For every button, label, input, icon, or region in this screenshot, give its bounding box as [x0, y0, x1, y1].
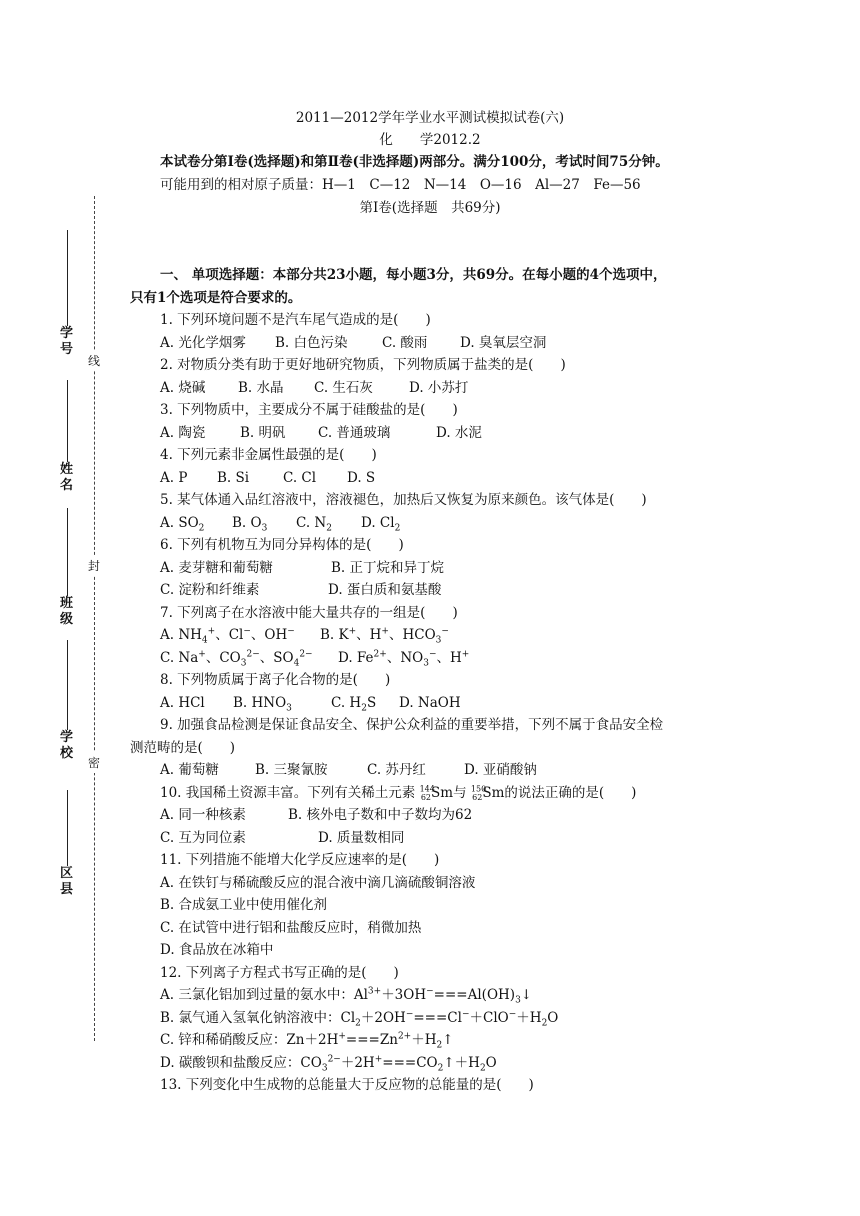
- question-12: 12. 下列离子方程式书写正确的是( ): [160, 964, 399, 981]
- q10-option-b[interactable]: B. 核外电子数和中子数均为62: [288, 807, 473, 823]
- question-6-options-cd: [160, 579, 740, 602]
- q1-option-a[interactable]: A. 光化学烟雾: [160, 334, 246, 351]
- q12-option-d[interactable]: D. 碳酸钡和盐酸反应：$CO_3^{2-}+2H^+===CO_2↑+H_2O$: [160, 1054, 497, 1074]
- question-10-options-ab: [160, 804, 740, 827]
- q7-option-c[interactable]: C. Na+、$CO_3^{2-}$、$SO_4^{2-}$: [160, 649, 313, 669]
- question-9-options: [160, 759, 740, 782]
- q10-option-c[interactable]: C. 互为同位素: [160, 829, 246, 846]
- school-field[interactable]: [60, 640, 74, 762]
- binding-dashed-line: [94, 196, 95, 1041]
- question-9-line-1: 9. 加强食品检测是保证食品安全、保护公众利益的重要举措，下列不属于食品安全检: [160, 717, 664, 733]
- question-2: 2. 对物质分类有助于更好地研究物质，下列物质属于盐类的是( ): [160, 357, 566, 373]
- q3-option-b[interactable]: B. 明矾: [240, 424, 286, 441]
- q8-option-b[interactable]: B. $HNO_3$: [233, 694, 292, 714]
- section-heading-2: 只有1个选项是符合要求的。: [130, 289, 302, 306]
- exam-subject: 化 学2012.2: [379, 132, 481, 148]
- question-8: 8. 下列物质属于离子化合物的是( ): [160, 672, 391, 688]
- question-7: 7. 下列离子在水溶液中能大量共存的一组是( ): [160, 604, 458, 621]
- section-heading-1: 一、 单项选择题：本部分共23小题，每小题3分，共69分。在每小题的4个选项中，: [160, 267, 667, 283]
- q7-option-b[interactable]: B. K+、H+、$HCO_3^-$: [320, 626, 449, 646]
- student-name-field[interactable]: [60, 380, 74, 494]
- q9-option-c[interactable]: C. 苏丹红: [367, 762, 426, 778]
- q2-option-c[interactable]: C. 生石灰: [314, 379, 373, 396]
- q5-option-d[interactable]: D. $Cl_2$: [361, 514, 401, 534]
- q11-option-d[interactable]: D. 食品放在冰箱中: [160, 942, 274, 958]
- q3-option-a[interactable]: A. 陶瓷: [160, 424, 206, 441]
- question-2-options: [160, 377, 740, 400]
- q11-option-b[interactable]: B. 合成氨工业中使用催化剂: [160, 897, 328, 913]
- q3-option-c[interactable]: C. 普通玻璃: [318, 424, 391, 441]
- q11-option-a[interactable]: A. 在铁钉与稀硫酸反应的混合液中滴几滴硫酸铜溶液: [160, 874, 476, 891]
- q9-option-b[interactable]: B. 三聚氰胺: [255, 762, 328, 778]
- q8-option-d[interactable]: D. NaOH: [399, 694, 461, 711]
- seal-char-feng: 封: [88, 555, 100, 576]
- question-5: 5. 某气体通入品红溶液中，溶液褪色，加热后又恢复为原来颜色。该气体是( ): [160, 492, 647, 508]
- exam-notice: 本试卷分第Ⅰ卷(选择题)和第Ⅱ卷(非选择题)两部分。满分100分，考试时间75分钟。: [160, 154, 669, 170]
- q6-option-d[interactable]: D. 蛋白质和氨基酸: [328, 582, 442, 598]
- q7-option-a[interactable]: A. $NH_4^+$、Cl−、OH−: [160, 626, 295, 646]
- question-11: 11. 下列措施不能增大化学反应速率的是( ): [160, 852, 440, 868]
- q4-option-d[interactable]: D. S: [347, 469, 376, 486]
- q9-option-a[interactable]: A. 葡萄糖: [160, 762, 219, 778]
- question-4-options: [160, 467, 740, 490]
- q5-option-b[interactable]: B. $O_3$: [232, 514, 268, 534]
- student-id-blank: [67, 230, 68, 326]
- question-10: 10. 我国稀土资源丰富。下列有关稀土元素 $^{144}_{62}$Sm与 $^{150}_{62}$Sm的说法正确的是( ): [160, 784, 637, 803]
- question-3-options: [160, 422, 740, 445]
- q4-option-c[interactable]: C. Cl: [283, 469, 317, 486]
- question-8-options: [160, 692, 740, 715]
- question-1: 1. 下列环境问题不是汽车尾气造成的是( ): [160, 312, 431, 328]
- class-label: 班级: [60, 596, 74, 627]
- student-id-label: 学号: [60, 326, 74, 357]
- q2-option-d[interactable]: D. 小苏打: [409, 379, 469, 396]
- question-10-options-cd: [160, 827, 740, 850]
- q6-option-b[interactable]: B. 正丁烷和异丁烷: [331, 559, 445, 576]
- q8-option-c[interactable]: C. $H_2S$: [331, 694, 377, 714]
- q6-option-a[interactable]: A. 麦芽糖和葡萄糖: [160, 559, 273, 576]
- question-3: 3. 下列物质中，主要成分不属于硅酸盐的是( ): [160, 402, 458, 418]
- seal-char-xian: 线: [88, 350, 100, 371]
- q5-option-a[interactable]: A. $SO_2$: [160, 514, 205, 534]
- q4-option-b[interactable]: B. Si: [217, 469, 250, 486]
- q1-option-c[interactable]: C. 酸雨: [382, 334, 428, 351]
- question-4: 4. 下列元素非金属性最强的是( ): [160, 447, 377, 463]
- atomic-masses: 可能用到的相对原子质量：H—1 C—12 N—14 O—16 Al—27 Fe—56: [160, 177, 641, 193]
- q12-option-c[interactable]: C. 锌和稀硝酸反应：$Zn+2H^+===Zn^{2+}+H_2↑$: [160, 1031, 454, 1051]
- student-id-field[interactable]: [60, 230, 74, 358]
- district-blank: [67, 790, 68, 866]
- exam-title: 2011—2012学年学业水平测试模拟试卷(六): [295, 110, 565, 126]
- q6-option-c[interactable]: C. 淀粉和纤维素: [160, 582, 260, 598]
- q7-option-d[interactable]: D. $Fe^{2+}$、$NO_3^-$、H+: [338, 649, 470, 669]
- q10-option-d[interactable]: D. 质量数相同: [318, 829, 405, 846]
- class-field[interactable]: [60, 508, 74, 628]
- q10-option-a[interactable]: A. 同一种核素: [160, 807, 246, 823]
- q12-option-b[interactable]: B. 氯气通入氢氧化钠溶液中：$Cl_2+2OH^-===Cl^-+ClO^-+H_2O$: [160, 1009, 559, 1029]
- q11-option-c[interactable]: C. 在试管中进行铝和盐酸反应时，稍微加热: [160, 919, 422, 936]
- question-5-options: [160, 512, 740, 535]
- q4-option-a[interactable]: A. P: [160, 469, 188, 486]
- q8-option-a[interactable]: A. HCl: [160, 694, 205, 711]
- school-blank: [67, 640, 68, 730]
- q5-option-c[interactable]: C. $N_2$: [296, 514, 332, 534]
- question-body: [130, 264, 740, 1097]
- q3-option-d[interactable]: D. 水泥: [436, 424, 482, 441]
- q2-option-a[interactable]: A. 烧碱: [160, 379, 206, 396]
- q2-option-b[interactable]: B. 水晶: [238, 379, 284, 396]
- district-label: 区县: [60, 866, 74, 897]
- district-field[interactable]: [60, 790, 74, 898]
- part-title: 第Ⅰ卷(选择题 共69分): [359, 200, 501, 216]
- seal-char-mi: 密: [88, 752, 100, 773]
- question-13: 13. 下列变化中生成物的总能量大于反应物的总能量的是( ): [160, 1077, 534, 1093]
- q1-option-b[interactable]: B. 白色污染: [275, 334, 348, 351]
- question-7-options-ab: [160, 624, 740, 647]
- q12-option-a[interactable]: A. 三氯化铝加到过量的氨水中：$Al^{3+}+3OH^-===Al(OH)_3↓$: [160, 986, 533, 1006]
- question-1-options: [160, 332, 740, 355]
- question-6: 6. 下列有机物互为同分异构体的是( ): [160, 537, 404, 553]
- q1-option-d[interactable]: D. 臭氧层空洞: [460, 334, 547, 351]
- school-label: 学校: [60, 730, 74, 761]
- question-6-options-ab: [160, 557, 740, 580]
- question-7-options-cd: [160, 647, 740, 670]
- student-name-label: 姓名: [60, 462, 74, 493]
- q9-option-d[interactable]: D. 亚硝酸钠: [464, 762, 537, 778]
- student-name-blank: [67, 380, 68, 462]
- class-blank: [67, 508, 68, 596]
- question-9-line-2: 测范畴的是( ): [130, 739, 236, 756]
